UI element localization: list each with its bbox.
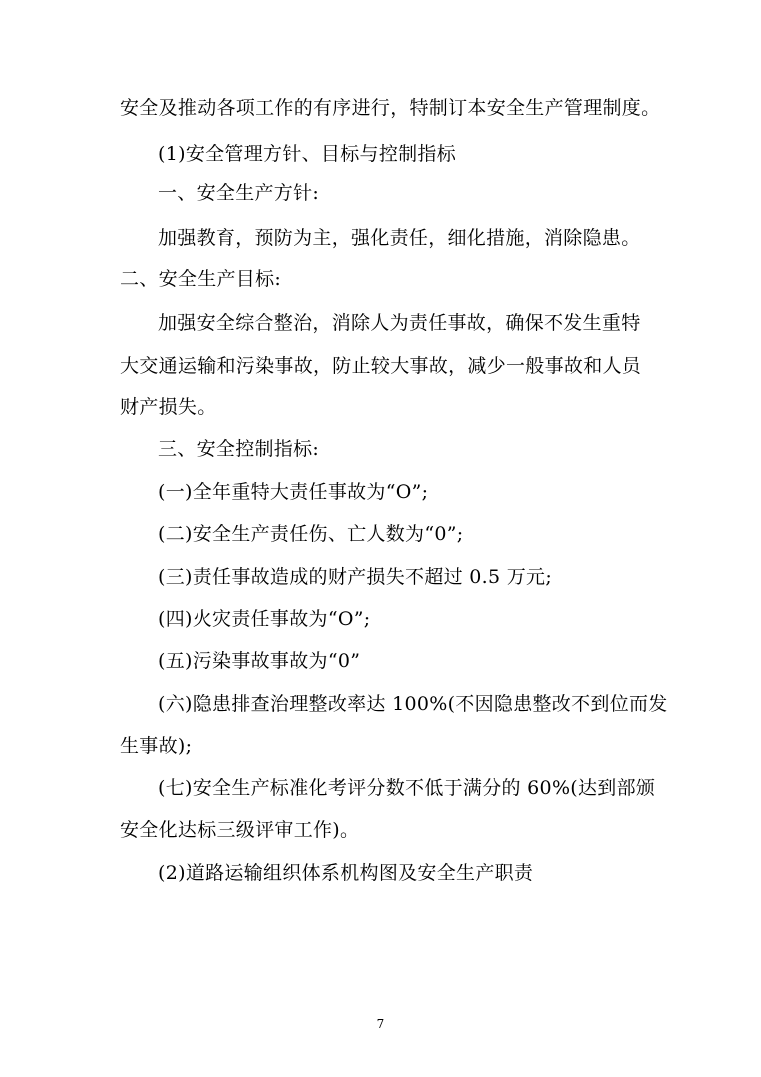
- section-heading: (1)安全管理方针、目标与控制指标: [158, 143, 457, 165]
- text-line: 财产损失。: [120, 396, 217, 418]
- section-heading: (2)道路运输组织体系机构图及安全生产职责: [158, 862, 534, 884]
- list-item-continuation: 安全化达标三级评审工作)。: [120, 819, 360, 841]
- list-item: (七)安全生产标准化考评分数不低于满分的 60%(达到部颁: [158, 777, 656, 799]
- subsection-heading: 一、安全生产方针:: [158, 182, 320, 204]
- text-line: 加强教育，预防为主，强化责任，细化措施，消除隐患。: [158, 227, 641, 249]
- subsection-heading: 三、安全控制指标:: [158, 438, 320, 460]
- page-number: 7: [376, 1017, 385, 1031]
- subsection-heading: 二、安全生产目标:: [120, 268, 282, 290]
- list-item: (五)污染事故事故为“0”: [158, 650, 361, 672]
- list-item: (四)火灾责任事故为“O”;: [158, 608, 371, 630]
- text-line: 加强安全综合整治，消除人为责任事故，确保不发生重特: [158, 312, 641, 334]
- list-item: (六)隐患排查治理整改率达 100%(不因隐患整改不到位而发: [158, 693, 668, 715]
- list-item: (一)全年重特大责任事故为“O”;: [158, 481, 429, 503]
- list-item: (三)责任事故造成的财产损失不超过 0.5 万元;: [158, 566, 553, 588]
- text-line: 大交通运输和污染事故，防止较大事故，减少一般事故和人员: [120, 355, 642, 377]
- list-item: (二)安全生产责任伤、亡人数为“0”;: [158, 523, 464, 545]
- text-line: 安全及推动各项工作的有序进行，特制订本安全生产管理制度。: [120, 97, 661, 119]
- list-item-continuation: 生事故);: [120, 735, 193, 757]
